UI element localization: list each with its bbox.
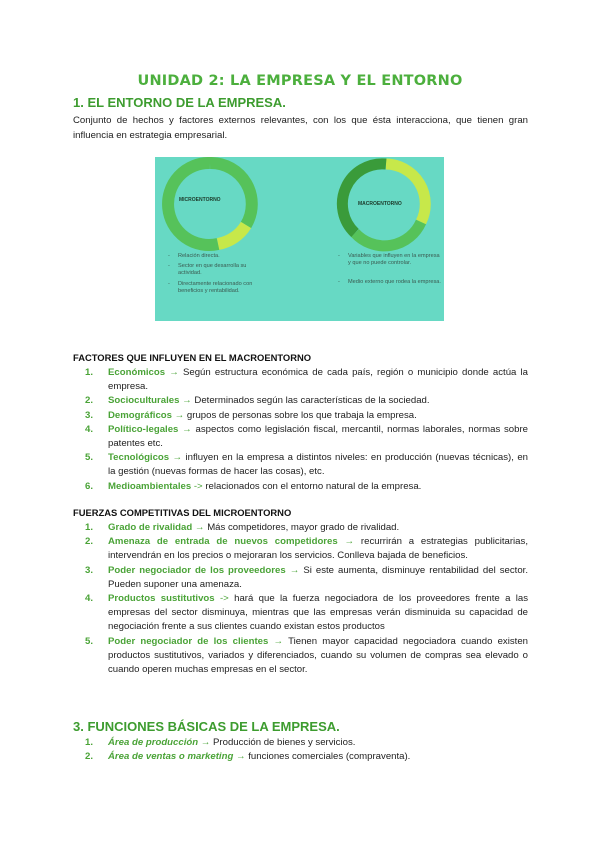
micro-bullets [168, 253, 268, 298]
list-item: 2. Área de ventas o marketing → funciones comerciales (compraventa). [85, 751, 411, 763]
list-item: 4. Político-legales → aspectos como legislación fiscal, mercantil, normas laborales, normas sobre patentes etc. [85, 423, 529, 450]
list-item: 3. Demográficos → grupos de personas sobre los que trabaja la empresa. [85, 409, 417, 421]
macro-factors-heading: FACTORES QUE INFLUYEN EN EL MACROENTORNO [73, 352, 312, 363]
list-item: - Medio externo que rodea la empresa. [338, 279, 442, 286]
list-item: 2. Amenaza de entrada de nuevos competidores → recurrirán a estrategias publicitarias, intervendrán en los precios o mejoraran los servicios. Conlleva bajada de beneficios. [85, 536, 528, 562]
list-item: 2. Socioculturales → Determinados según las características de la sociedad. [85, 395, 430, 407]
macro-bullets [338, 253, 442, 290]
micro-segment-main [168, 163, 218, 245]
section1-heading: 1. EL ENTORNO DE LA EMPRESA. [73, 95, 286, 110]
entorno-diagram [155, 157, 444, 321]
section3-list [85, 736, 528, 764]
list-item: 4. Productos sustitutivos -> hará que la fuerza negociadora de los proveedores frente a las empresas del sector disminuya, mientras que las empresas verán disminuida su capacidad de negociación frente a sus clientes cuando existan estos productos [85, 593, 529, 633]
macro-segment-light [386, 164, 425, 222]
micro-donut [168, 163, 252, 245]
list-item: 1. Económicos → Según estructura económica de cada país, región o municipio donde actúa la empresa. [85, 367, 529, 393]
page-title: UNIDAD 2: LA EMPRESA Y EL ENTORNO [137, 73, 463, 89]
micro-label: MICROENTORNO [179, 197, 221, 203]
list-item: - Sector en que desarrolla su actividad. [168, 263, 268, 277]
list-item: 5. Poder negociador de los clientes → Tienen mayor capacidad negociadora cuando existen productos sustitutivos, variados y diferenciados, cuando su volumen de compras sea elevado o cuando operen muchas empresas en el sector. [85, 635, 528, 676]
micro-forces-list [85, 521, 528, 677]
list-item: 5. Tecnológicos → influyen en la empresa a distintos niveles: en producción (nuevas técnicas), en la gestión (nuevas formas de hacer las cosas), etc. [85, 452, 528, 478]
list-item: 3. Poder negociador de los proveedores → Si este aumenta, disminuye rentabilidad del sector. Pueden suponer una amenaza. [85, 564, 528, 590]
micro-segment-light [218, 225, 246, 244]
micro-segment-mid [210, 163, 252, 225]
list-item: - Directamente relacionado con beneficios y rentabilidad. [168, 281, 268, 295]
macro-factors-list [85, 366, 528, 494]
list-item: - Relación directa. [168, 253, 268, 260]
macro-label: MACROENTORNO [358, 201, 402, 207]
micro-forces-heading: FUERZAS COMPETITIVAS DEL MICROENTORNO [73, 507, 292, 518]
section3-heading: 3. FUNCIONES BÁSICAS DE LA EMPRESA. [73, 719, 340, 734]
section1-text: Conjunto de hechos y factores externos relevantes, con los que ésta interacciona, que tienen gran influencia en estrategia empresarial. [73, 115, 528, 141]
macro-segment-dark [342, 164, 386, 233]
list-item: 1. Área de producción → Producción de bienes y servicios. [85, 737, 356, 748]
list-item: 6. Medioambientales -> relacionados con el entorno natural de la empresa. [85, 480, 422, 492]
list-item: - Variables que influyen en la empresa y que no puede controlar. [338, 253, 442, 267]
list-item: 1. Grado de rivalidad → Más competidores, mayor grado de rivalidad. [85, 522, 400, 533]
macro-segment-mid [355, 222, 421, 246]
